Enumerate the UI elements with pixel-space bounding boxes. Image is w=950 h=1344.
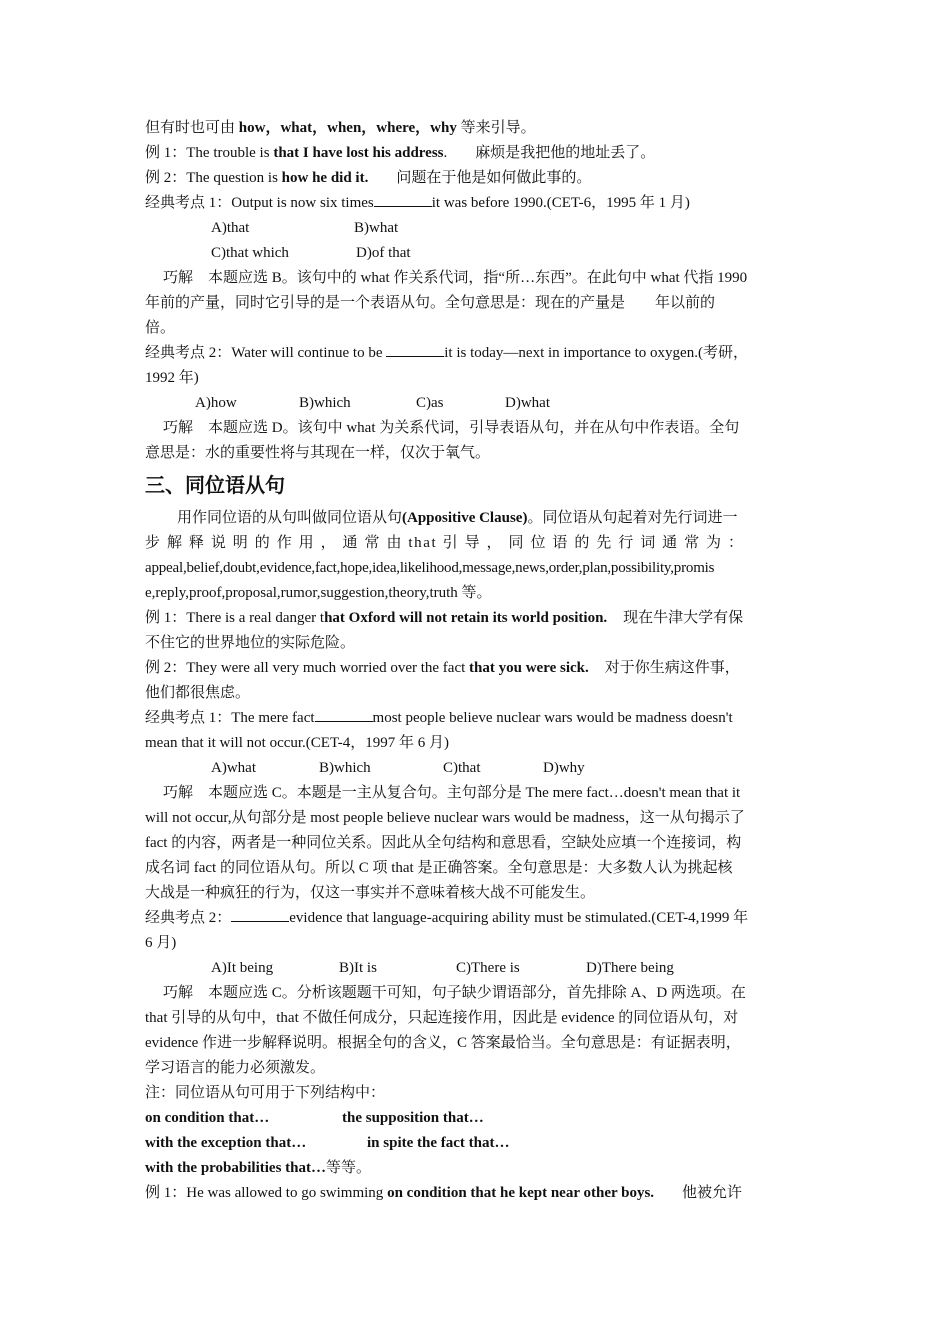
- text: 年前的产量，同时它引导的是一个表语从句。全句意思是：现在的产量是 年以前的: [145, 295, 716, 311]
- text: that 引导的从句中，that 不做任何成分，只起连接作用，因此是 evidence 的同位语从句，对: [145, 1010, 739, 1026]
- text: fact 的内容，两者是一种同位关系。因此从全句结构和意思看，空缺处应填一个连接词，构: [145, 835, 742, 851]
- question-line: [145, 706, 807, 731]
- answer-blank: [374, 192, 432, 207]
- bold-text: (Appositive Clause): [402, 510, 528, 526]
- text: mean that it will not occur.(CET-4，1997 年 6 月): [145, 735, 449, 751]
- structure-line: [145, 1106, 807, 1131]
- example-line: [145, 681, 807, 706]
- question-line: [145, 906, 807, 931]
- example-line: [145, 141, 807, 166]
- option-c: C)that which: [211, 245, 289, 261]
- bold-text: how he did it.: [281, 170, 369, 186]
- bold-text: how，what，when，where，why: [238, 120, 457, 136]
- bold-text: with the exception that…: [145, 1135, 307, 1151]
- explanation-line: [145, 781, 807, 806]
- option-b: B)It is: [339, 960, 377, 976]
- example-line: [145, 1181, 807, 1206]
- options-line: [145, 956, 807, 981]
- answer-blank: [386, 342, 444, 357]
- explanation-line: [145, 881, 807, 906]
- text: evidence 作进一步解释说明。根据全句的含义，C 答案最恰当。全句意思是：有证据表明，: [145, 1035, 741, 1051]
- translation: 不住它的世界地位的实际危险。: [145, 635, 356, 651]
- text: will not occur,从句部分是 most people believe nuclear wars would be madness，这一从句揭示了: [145, 810, 745, 826]
- option-d: D)There being: [586, 960, 674, 976]
- text: 等等。: [326, 1160, 372, 1176]
- option-a: A)how: [195, 395, 237, 411]
- text: 经典考点 1：Output is now six times: [145, 195, 374, 211]
- option-b: B)what: [354, 220, 399, 236]
- question-line: [145, 341, 807, 366]
- option-d: D)what: [505, 395, 550, 411]
- bold-text: on condition that…: [145, 1110, 270, 1126]
- text: e,reply,proof,proposal,rumor,suggestion,theory,truth 等。: [145, 585, 492, 601]
- answer-blank: [315, 707, 373, 722]
- explanation-line: [145, 316, 807, 341]
- text: 步 解 释 说 明 的 作 用 ， 通 常 由 that 引 导 ， 同 位 语 的 先 行 词 通 常 为 ：: [145, 535, 745, 551]
- text-line: [145, 116, 807, 141]
- explanation-line: [145, 1031, 807, 1056]
- option-b: B)which: [319, 760, 371, 776]
- translation: 对于你生病这件事，: [604, 660, 740, 676]
- text: 经典考点 2：: [145, 910, 232, 926]
- bold-text: hat Oxford will not retain its world position.: [324, 610, 608, 626]
- answer-blank: [231, 907, 289, 922]
- text: 倍。: [145, 320, 176, 336]
- options-line: [145, 241, 807, 266]
- option-a: A)that: [211, 220, 250, 236]
- note-line: [145, 1081, 807, 1106]
- explanation-line: [145, 1006, 807, 1031]
- explanation-line: [145, 416, 807, 441]
- option-d: D)why: [543, 760, 585, 776]
- options-line: [145, 391, 807, 416]
- options-line: [145, 756, 807, 781]
- text: 例 2：The question is: [145, 170, 282, 186]
- translation: 问题在于他是如何做此事的。: [396, 170, 592, 186]
- text: evidence that language-acquiring ability must be stimulated.(CET-4,1999 年: [289, 910, 749, 926]
- text: 巧解 本题应选 D。该句中 what 为关系代词，引导表语从句，并在从句中作表语。全句: [163, 420, 740, 436]
- bold-text: that you were sick.: [469, 660, 589, 676]
- text: 学习语言的能力必须激发。: [145, 1060, 326, 1076]
- paragraph-line: [145, 531, 807, 556]
- text: 等来引导。: [456, 120, 536, 136]
- text: 大战是一种疯狂的行为，仅这一事实并不意味着核大战不可能发生。: [145, 885, 596, 901]
- question-line: [145, 191, 807, 216]
- bold-text: with the probabilities that…: [145, 1160, 326, 1176]
- option-c: C)that: [443, 760, 481, 776]
- explanation-line: [145, 981, 807, 1006]
- option-d: D)of that: [356, 245, 411, 261]
- text: 例 1：He was allowed to go swimming: [145, 1185, 388, 1201]
- text: 1992 年): [145, 370, 199, 386]
- text: 。同位语从句起着对先行词进一: [527, 510, 738, 526]
- section-heading: 三、同位语从句: [145, 473, 285, 497]
- explanation-line: [145, 441, 807, 466]
- paragraph-line: [145, 556, 807, 581]
- text: 巧解 本题应选 C。分析该题题干可知，句子缺少谓语部分，首先排除 A、D 两选项。在: [163, 985, 746, 1001]
- example-line: [145, 606, 807, 631]
- explanation-line: [145, 291, 807, 316]
- translation: 现在牛津大学有保: [623, 610, 744, 626]
- option-c: C)There is: [456, 960, 520, 976]
- translation: 他们都很焦虑。: [145, 685, 251, 701]
- text: 成名词 fact 的同位语从句。所以 C 项 that 是正确答案。全句意思是：大多数人认为挑起核: [145, 860, 733, 876]
- bold-text: that I have lost his address: [273, 145, 444, 161]
- explanation-line: [145, 831, 807, 856]
- text: 经典考点 2：Water will continue to be: [145, 345, 387, 361]
- text: 巧解 本题应选 C。本题是一主从复合句。主句部分是 The mere fact…doesn't mean that it: [163, 785, 741, 801]
- text: it was before 1990.(CET-6，1995 年 1 月): [431, 195, 690, 211]
- structure-line: [145, 1131, 807, 1156]
- text: it is today—next in importance to oxygen.(考研，: [444, 345, 748, 361]
- explanation-line: [145, 266, 807, 291]
- options-line: [145, 216, 807, 241]
- example-line: [145, 631, 807, 656]
- document-page: [145, 116, 807, 1206]
- text: 注：同位语从句可用于下列结构中：: [145, 1085, 386, 1101]
- question-line: [145, 731, 807, 756]
- question-line: [145, 931, 807, 956]
- text: 用作同位语的从句叫做同位语从句: [177, 510, 403, 526]
- example-line: [145, 656, 807, 681]
- text: 例 1：The trouble is: [145, 145, 274, 161]
- text: 意思是：水的重要性将与其现在一样，仅次于氧气。: [145, 445, 491, 461]
- text: 6 月): [145, 935, 177, 951]
- text: 例 1：There is a real danger t: [145, 610, 325, 626]
- text: .: [443, 145, 448, 161]
- explanation-line: [145, 806, 807, 831]
- text: 经典考点 1：The mere fact: [145, 710, 315, 726]
- option-c: C)as: [416, 395, 444, 411]
- explanation-line: [145, 1056, 807, 1081]
- text: most people believe nuclear wars would be madness doesn't: [372, 710, 733, 726]
- explanation-line: [145, 856, 807, 881]
- bold-text: on condition that he kept near other boys.: [387, 1185, 655, 1201]
- translation: 他被允许: [682, 1185, 743, 1201]
- option-b: B)which: [299, 395, 351, 411]
- translation: 麻烦是我把他的地址丢了。: [475, 145, 656, 161]
- text: appeal,belief,doubt,evidence,fact,hope,idea,likelihood,message,news,order,plan,possibility,promis: [145, 560, 715, 576]
- paragraph-line: [145, 506, 807, 531]
- text: 巧解 本题应选 B。该句中的 what 作关系代词，指“所…东西”。在此句中 what 代指 1990: [163, 270, 748, 286]
- bold-text: in spite the fact that…: [367, 1135, 510, 1151]
- paragraph-line: [145, 581, 807, 606]
- option-a: A)It being: [211, 960, 274, 976]
- structure-line: [145, 1156, 807, 1181]
- bold-text: the supposition that…: [342, 1110, 484, 1126]
- text: 例 2：They were all very much worried over the fact: [145, 660, 470, 676]
- question-line: [145, 366, 807, 391]
- option-a: A)what: [211, 760, 256, 776]
- example-line: [145, 166, 807, 191]
- text: 但有时也可由: [145, 120, 239, 136]
